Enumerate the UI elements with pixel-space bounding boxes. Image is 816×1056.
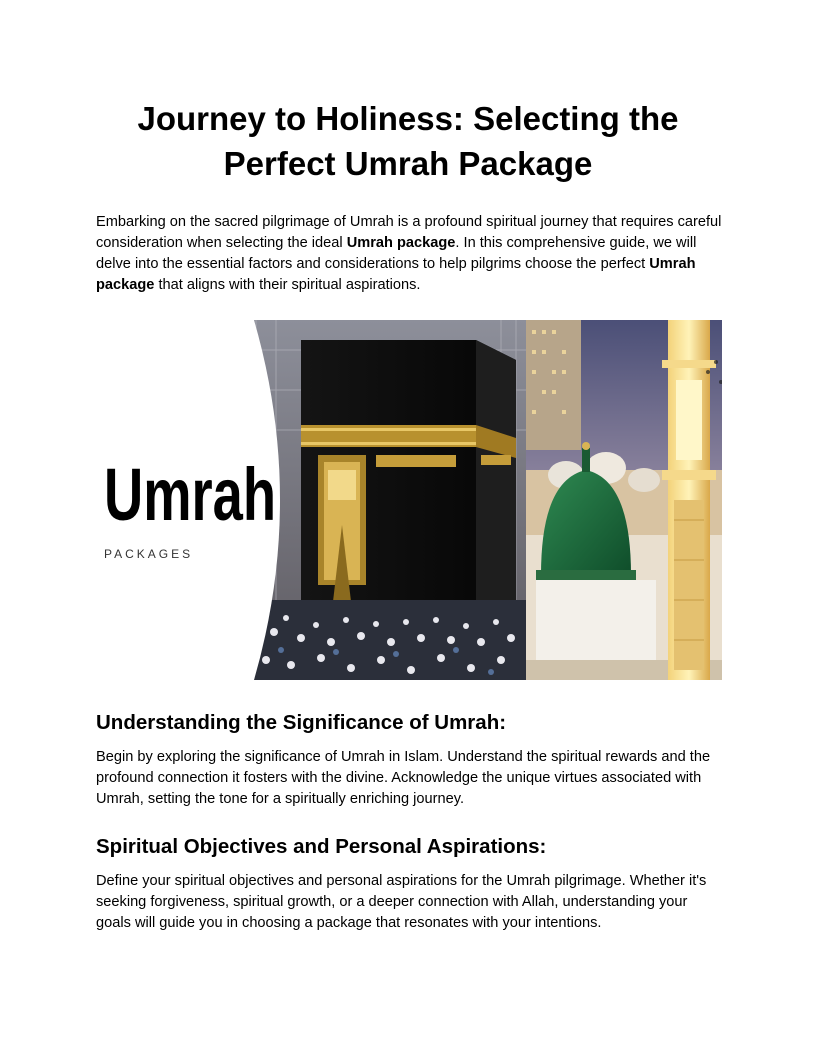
banner-brand-text: Umrah (104, 453, 276, 536)
intro-text-1: Embarking on the sacred pilgrimage of Umrah is a profound spiritual journey that requires careful consideration when selecting the ideal (96, 214, 722, 251)
section-heading-objectives: Spiritual Objectives and Personal Aspirations: (96, 835, 547, 858)
green-dome-photo (526, 320, 722, 680)
umrah-banner-image (96, 320, 722, 680)
intro-bold-2: Umrah package (96, 256, 696, 293)
intro-bold-1: Umrah package (346, 235, 456, 251)
section-heading-significance: Understanding the Significance of Umrah: (96, 711, 507, 734)
intro-text-3: that aligns with their spiritual aspirations. (154, 277, 421, 293)
page-title: Journey to Holiness: Selecting the Perfect Umrah Package (137, 100, 679, 182)
intro-paragraph (96, 212, 722, 296)
section-body-significance: Begin by exploring the significance of Umrah in Islam. Understand the spiritual rewards and the profound connection it fosters with the divine. Acknowledge the unique virtues associated with Umrah, setting the tone for a spiritually enriching journey. (96, 749, 711, 807)
banner-tagline-text: PACKAGES (104, 547, 194, 561)
intro-text-2: . In this comprehensive guide, we will delve into the essential factors and considerations to help pilgrims choose the perfect (96, 235, 697, 272)
section-body-objectives: Define your spiritual objectives and personal aspirations for the Umrah pilgrimage. Whether it's seeking forgiveness, spiritual growth, or a deeper connection with Allah, understanding your goals will guide you in choosing a package that resonates with your intentions. (96, 873, 707, 931)
kaaba-photo (246, 320, 526, 680)
